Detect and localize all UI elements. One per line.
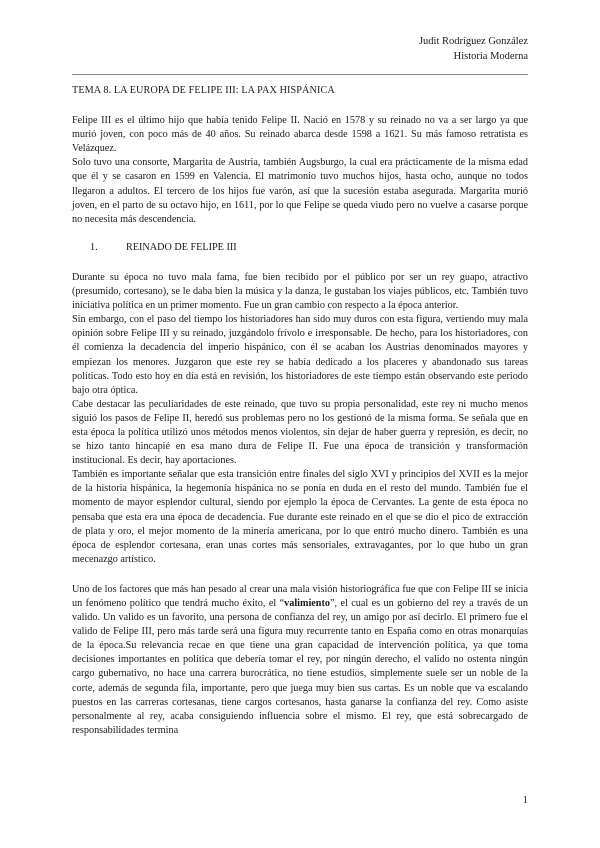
section-title: REINADO DE FELIPE III (126, 241, 237, 253)
intro-paragraph: Felipe III es el último hijo que había tenido Felipe II. Nació en 1578 y su reinado no va a ser largo ya que murió joven, con poco más de 40 años. Su reinado abarca desde 1598 a 1621. Su más famoso retratista es Velázquez. (72, 115, 528, 155)
body-paragraph: Cabe destacar las peculiaridades de este reinado, que tuvo su propia personalidad, este rey ni mucho menos siguió los pasos de Felipe II, heredó sus problemas pero no los gestionó de la misma forma. Se señala que en esta época la política utilizó unos métodos menos violentos, sin dejar de haber guerra y represión, es decir, no se hizo tanto hincapié en esa mano dura de Felipe II. Fue una época de transición y transformación institucional. Es decir, hay aportaciones. (72, 398, 528, 467)
page-number: 1 (522, 795, 528, 806)
section-number: 1. (90, 241, 98, 253)
body-paragraph: Sin embargo, con el paso del tiempo los historiadores han sido muy duros con esta figura, vertiendo muy mala opinión sobre Felipe III y su reinado, juzgándolo frívolo e irresponsable. De hecho, para los historiadores, con él comienza la decadencia del imperio hispánico, con él se acaban los Austrias denominados mayores y empiezan los menores. Juzgaron que este rey se había dedicado a los placeres y abandonado sus tareas políticas. Todo esto hoy en día está en revisión, los historiadores de este tiempo están observando este periodo bajo otra óptica. (72, 314, 528, 396)
valimiento-paragraph (72, 583, 528, 738)
document-title: TEMA 8. LA EUROPA DE FELIPE III: LA PAX HISPÁNICA (72, 85, 335, 96)
valimiento-term: valimiento (284, 598, 330, 609)
header-divider (72, 74, 528, 75)
page-header (419, 34, 528, 64)
valimiento-text-after: ”, el cual es un gobierno del rey a través de un valido. Un valido es un favorito, una persona de confianza del rey, un amigo por así decirlo. El primero fue el valido de Felipe III, pero más tarde será una figura muy recurrente tanto en España como en otras monarquías de la época.Su relevancia recae en que tiene una gran capacidad de intervención política, ya que toma decisiones importantes en política que debería tomar el rey, por ningún derecho, el valido no ostenta ningún cargo gubernativo, no hace una carrera burocrática, no tiene estudios, simplemente suele ser un noble de la corte, además de segunda fila, importante, pero que juega muy bien sus cartas. Es un noble que va escalando puestos en las carreras cortesanas, tiene cargos cortesanos, hasta ganarse la confianza del rey. Como asiste personalmente al rey, acaba consiguiendo influencia sobre el mismo. El rey, que está sobrecargado de responsabilidades termina (72, 598, 528, 736)
valimiento-text-before: Uno de los factores que más han pesado al crear una mala visión historiográfica fue que con Felipe III se inicia un fenómeno político que tendrá mucho éxito, el “ (72, 583, 528, 609)
body-paragraph: También es importante señalar que esta transición entre finales del siglo XVI y principios del XVII es la mejor de la historia hispánica, la hegemonía hispánica no se ponía en duda en el resto del mundo. También fue el momento de mayor esplendor cultural, siendo por ejemplo la época de Cervantes. La gente de esta época no pensaba que esta era una época de decadencia. Fue durante este reinado en el que se dio el pico de extracción de plata y oro, el mejor momento de la minería americana, por lo que entró mucho dinero. También es una época de esplendor cortesana, eran unas cortes más sensoriales, extravagantes, por lo que hubo un gran mecenazgo artístico. (72, 469, 528, 565)
document-body (72, 84, 528, 738)
subject-name: Historia Moderna (453, 51, 528, 62)
author-name: Judit Rodríguez González (418, 36, 528, 47)
intro-paragraph: Solo tuvo una consorte, Margarita de Austria, también Augsburgo, la cual era prácticamente de la misma edad que él y se casaron en 1599 en Valencia. El matrimonio tuvo muchos hijos, hasta ocho, aunque no todos llegaron a adultos. El tercero de los hijos fue varón, así que la sucesión estaba asegurada. Margarita murió joven, en el parto de su octavo hijo, en 1611, por lo que Felipe se queda viudo pero no vuelve a casarse porque no necesita más descendencia. (72, 157, 528, 225)
body-paragraph: Durante su época no tuvo mala fama, fue bien recibido por el público por ser un rey guapo, atractivo (presumido, cortesano), se le daba bien la música y la danza, le gustaban los viajes públicos, etc. También tuvo iniciativa política en un primer momento. Fue un gran cambio con respecto a la época anterior. (72, 271, 528, 312)
section-heading (72, 241, 528, 255)
